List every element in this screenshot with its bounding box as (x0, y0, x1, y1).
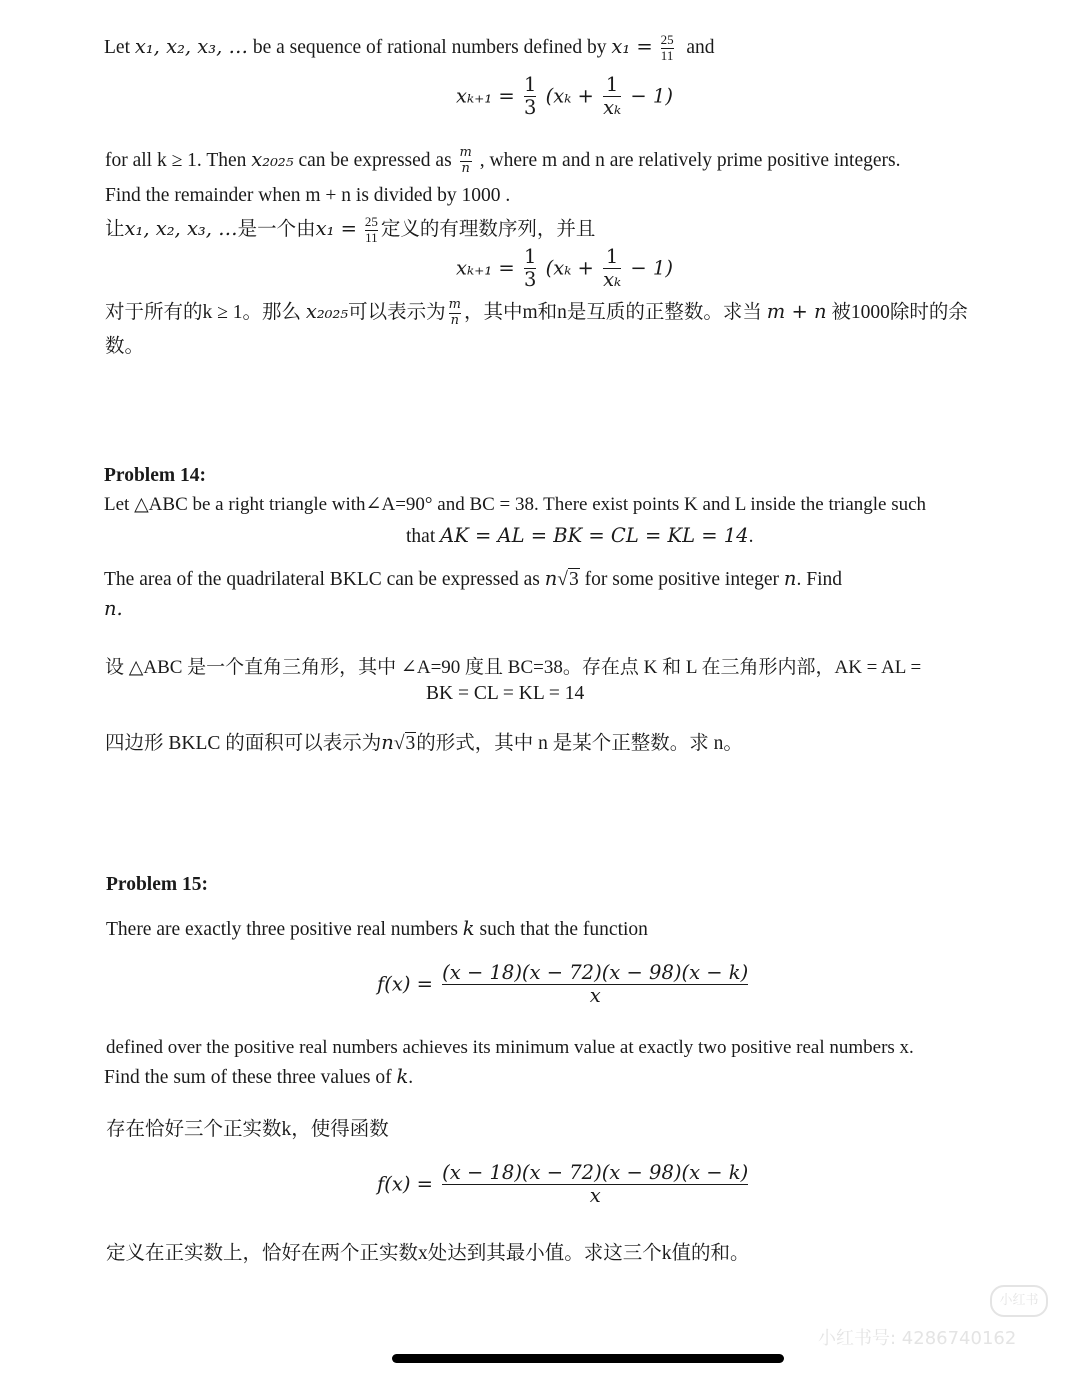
f-lhs: f(x) = (377, 1172, 433, 1196)
home-indicator[interactable] (392, 1354, 784, 1363)
text: The area of the quadrilateral BKLC can be expressed as (104, 569, 540, 590)
text: 数。 (105, 336, 145, 357)
text: There are exactly three positive real numbers (106, 919, 458, 940)
p13-zh-line4 (105, 330, 144, 358)
denominator: xₖ (603, 268, 622, 292)
rec-inner-frac (603, 74, 621, 120)
f-lhs: f(x) = (377, 972, 433, 996)
text: 被1000除时的余 (831, 302, 968, 323)
rec-open: (xₖ + (545, 84, 594, 108)
x2025: x₂₀₂₅ (305, 300, 349, 323)
denominator: 11 (365, 230, 378, 246)
k-symbol: k (462, 917, 475, 940)
equality-chain: AK = AL = BK = CL = KL = 14 (440, 524, 749, 547)
text: Let (104, 36, 130, 58)
numerator: m (448, 297, 461, 313)
denominator: xₖ (603, 96, 622, 120)
numerator: (x − 18)(x − 72)(x − 98)(x − k) (442, 961, 749, 984)
text: 的形式，其中 n 是某个正整数。求 n。 (416, 733, 743, 754)
p14-zh-line3 (105, 727, 743, 755)
k-symbol: k (396, 1065, 409, 1088)
sequence-math: x₁, x₂, x₃, … (124, 217, 238, 240)
watermark-logo-text: 小红书 (999, 1293, 1039, 1308)
p14-zh-line1 (105, 652, 921, 679)
text: and (686, 36, 715, 58)
text: Find the sum of these three values of (104, 1067, 392, 1088)
text: such that the function (479, 919, 648, 940)
text: that (406, 526, 436, 547)
denominator: n (450, 313, 459, 329)
text: Find the remainder when m + n is divided by 1000 . (105, 185, 511, 206)
p14-en-line3 (104, 567, 842, 591)
p14-heading (104, 465, 206, 487)
rec-lhs: xₖ₊₁ = (456, 84, 515, 108)
p15-zh-line1 (106, 1113, 389, 1141)
text: Let △ABC be a right triangle with∠A=90° and BC = 38. There exist points K and L inside the triangle such (104, 494, 927, 515)
text: defined over the positive real numbers achieves its minimum value at exactly two positive real numbers x. (106, 1037, 914, 1058)
p13-en-line3 (105, 146, 900, 177)
m-over-n (449, 298, 461, 329)
f-fraction (442, 962, 748, 1008)
denominator: 3 (523, 96, 537, 120)
sqrt-3: √3 (393, 733, 416, 754)
p13-en-line1 (104, 33, 714, 64)
numerator: m (459, 145, 472, 160)
text: 是一个由 (237, 219, 316, 240)
text: for some positive integer (584, 569, 780, 590)
x2025: x₂₀₂₅ (251, 147, 294, 171)
text: be a sequence of rational numbers defined by (252, 36, 607, 58)
p14-en-line2 (406, 524, 753, 548)
denominator: 11 (660, 47, 674, 63)
m-over-n (460, 146, 472, 177)
watermark-id-text: 小红书号: 4286740162 (818, 1328, 1017, 1349)
p15-function-2 (377, 1162, 751, 1208)
x1-fraction (365, 215, 378, 246)
watermark-logo (990, 1285, 1048, 1317)
denominator: 3 (523, 268, 537, 292)
x1-lhs: x₁ = (315, 217, 358, 240)
x1-fraction (661, 33, 674, 64)
rec-close: − 1) (630, 84, 673, 108)
text: . Find (796, 569, 842, 590)
p13-recurrence-1 (456, 74, 673, 120)
denominator: x (442, 984, 748, 1007)
text: for all k ≥ 1. Then (105, 149, 247, 171)
p15-en-line3 (104, 1065, 413, 1089)
numerator: 1 (523, 73, 537, 96)
text: BK = CL = KL = 14 (426, 683, 585, 704)
text: 存在恰好三个正实数k，使得函数 (106, 1119, 389, 1140)
text: 定义的有理数序列，并且 (380, 219, 596, 240)
p13-recurrence-2 (456, 246, 673, 292)
n-symbol: n (783, 567, 797, 590)
p14-en-line4 (104, 597, 123, 620)
text: 定义在正实数上，恰好在两个正实数x处达到其最小值。求这三个k值的和。 (106, 1243, 750, 1264)
text: , where m and n are relatively prime positive integers. (479, 149, 901, 171)
rec-coef (524, 246, 536, 292)
p14-zh-line2 (426, 683, 584, 705)
p13-zh-line1 (105, 213, 595, 246)
rec-lhs: xₖ₊₁ = (456, 256, 515, 280)
p15-function-1 (377, 962, 751, 1008)
text: n. (104, 597, 123, 620)
sequence-math: x₁, x₂, x₃, … (134, 34, 248, 58)
text: . (408, 1067, 414, 1088)
p15-heading (106, 874, 208, 896)
x1-lhs: x₁ = (611, 34, 653, 58)
numerator: (x − 18)(x − 72)(x − 98)(x − k) (442, 1161, 749, 1184)
p15-en-line2 (106, 1037, 914, 1059)
denominator: n (461, 160, 470, 176)
text: 让 (105, 219, 125, 240)
sqrt-arg: 3 (569, 569, 579, 590)
heading-text: Problem 15: (106, 874, 208, 895)
p15-en-line1 (106, 917, 648, 941)
text: 四边形 BKLC 的面积可以表示为 (105, 733, 382, 754)
numerator: 1 (605, 245, 619, 268)
f-fraction (442, 1162, 748, 1208)
p14-en-line1 (104, 493, 926, 516)
text: 对于所有的k ≥ 1。那么 (105, 302, 301, 323)
numerator: 1 (605, 73, 619, 96)
text: can be expressed as (298, 149, 452, 171)
text: ，其中m和n是互质的正整数。求当 (463, 302, 762, 323)
numerator: 1 (523, 245, 537, 268)
numerator: 25 (364, 214, 378, 230)
rec-coef (524, 74, 536, 120)
rec-close: − 1) (630, 256, 673, 280)
heading-text: Problem 14: (104, 465, 206, 486)
rec-open: (xₖ + (545, 256, 594, 280)
watermark-id (818, 1324, 1016, 1350)
p13-zh-line3 (105, 296, 968, 329)
p13-en-line4 (105, 185, 510, 207)
denominator: x (442, 1184, 748, 1207)
m-plus-n: m + n (766, 300, 827, 323)
text: 可以表示为 (348, 302, 446, 323)
sqrt-3: √3 (557, 569, 579, 590)
p15-zh-line2 (106, 1237, 750, 1265)
n-symbol: n (544, 567, 558, 590)
rec-inner-frac (603, 246, 621, 292)
sqrt-arg: 3 (405, 733, 416, 754)
n-symbol: n (381, 731, 394, 754)
text: . (748, 526, 754, 547)
numerator: 25 (660, 32, 674, 47)
text: 设 △ABC 是一个直角三角形，其中 ∠A=90 度且 BC=38。存在点 K 和 L 在三角形内部，AK = AL = (105, 657, 922, 678)
